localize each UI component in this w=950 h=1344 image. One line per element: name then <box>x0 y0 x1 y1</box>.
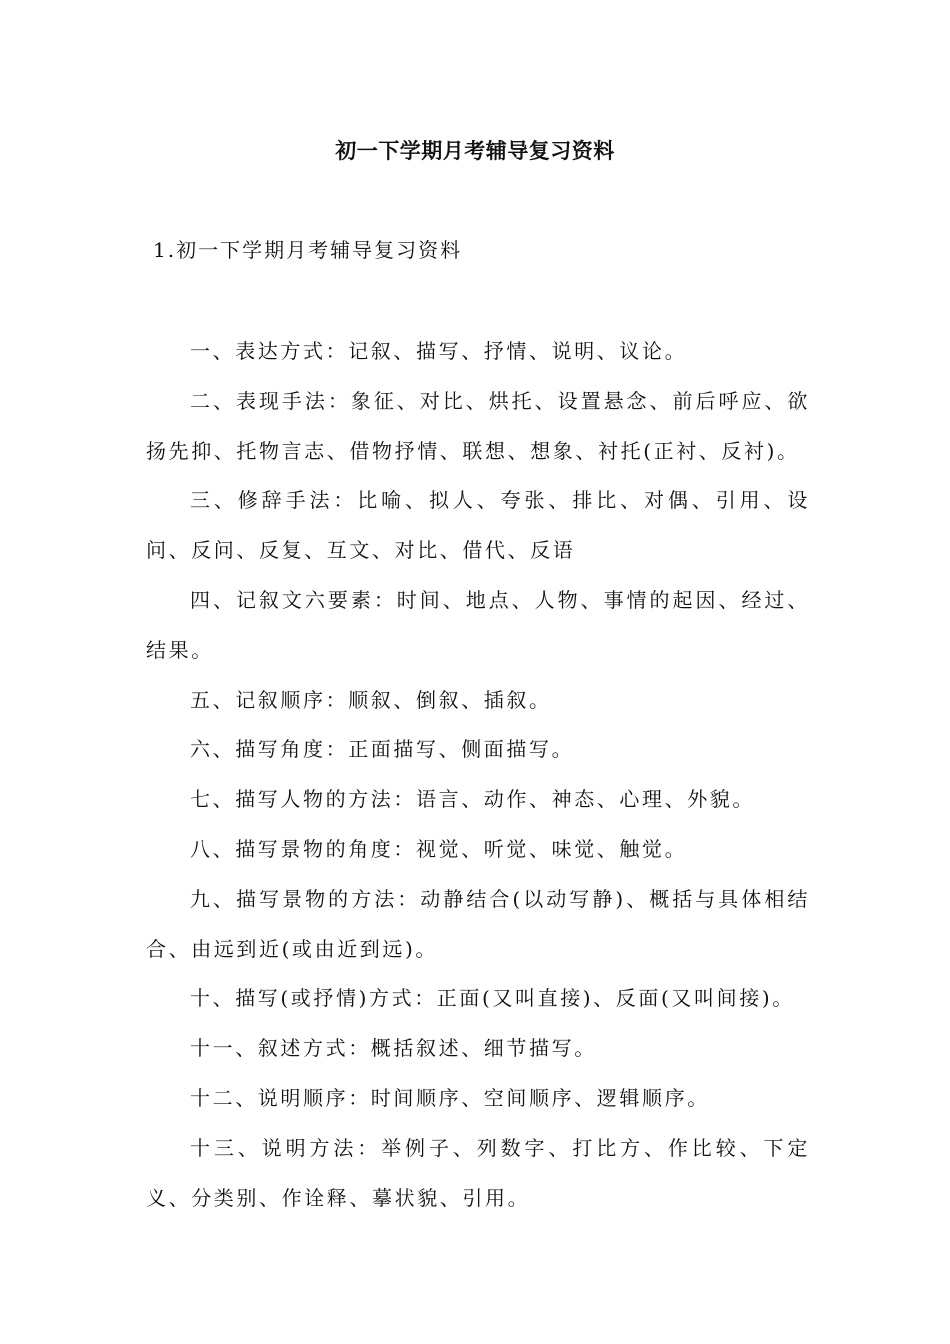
paragraph-rhetorical-devices: 三、修辞手法：比喻、拟人、夸张、排比、对偶、引用、设问、反问、反复、互文、对比、借代、反语 <box>146 488 810 563</box>
paragraph-description-manner: 十、描写(或抒情)方式：正面(又叫直接)、反面(又叫间接)。 <box>190 986 795 1011</box>
paragraph-description-angle: 六、描写角度：正面描写、侧面描写。 <box>190 737 575 762</box>
paragraph-narrative-elements: 四、记叙文六要素：时间、地点、人物、事情的起因、经过、结果。 <box>146 587 810 662</box>
paragraph-expression-modes: 一、表达方式：记叙、描写、抒情、说明、议论。 <box>190 339 688 363</box>
paragraph-scenery-methods: 九、描写景物的方法：动静结合(以动写静)、概括与具体相结合、由远到近(或由近到远)。 <box>146 886 810 961</box>
paragraph-exposition-order: 十二、说明顺序：时间顺序、空间顺序、逻辑顺序。 <box>190 1085 710 1110</box>
paragraph-expression-techniques: 二、表现手法：象征、对比、烘托、设置悬念、前后呼应、欲扬先抑、托物言志、借物抒情、联想、想象、衬托(正衬、反衬)。 <box>146 388 810 463</box>
paragraph-exposition-methods: 十三、说明方法：举例子、列数字、打比方、作比较、下定义、分类别、作诠释、摹状貌、引用。 <box>146 1135 810 1210</box>
document-body <box>146 327 810 1223</box>
paragraph-narration-manner: 十一、叙述方式：概括叙述、细节描写。 <box>190 1036 597 1061</box>
section-heading: 1.初一下学期月考辅导复习资料 <box>153 238 463 262</box>
paragraph-character-description: 七、描写人物的方法：语言、动作、神态、心理、外貌。 <box>190 787 755 812</box>
paragraph-narrative-order: 五、记叙顺序：顺叙、倒叙、插叙。 <box>190 687 552 712</box>
paragraph-scenery-angle: 八、描写景物的角度：视觉、听觉、味觉、触觉。 <box>190 836 688 861</box>
document-title: 初一下学期月考辅导复习资料 <box>335 139 615 163</box>
